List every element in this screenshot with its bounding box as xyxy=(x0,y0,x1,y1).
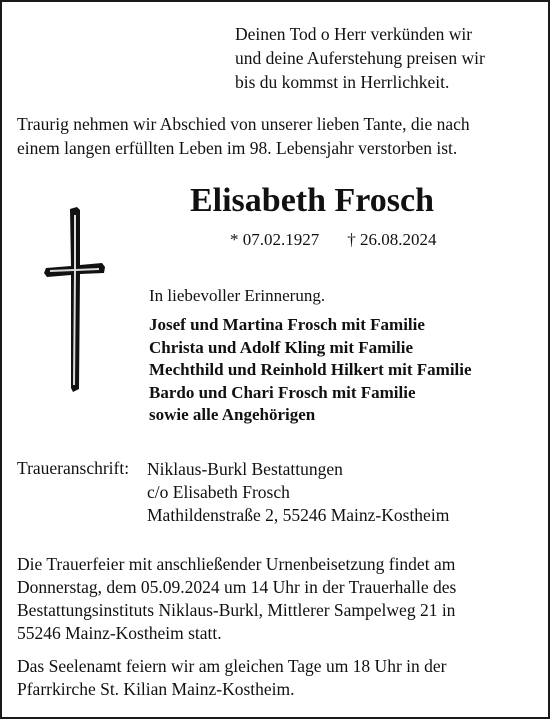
intro-line: Traurig nehmen wir Abschied von unserer lieben Tante, die nach xyxy=(17,114,470,134)
verse-line: und deine Auferstehung preisen wir xyxy=(235,48,485,68)
address-label: Traueranschrift: xyxy=(17,458,130,478)
address-line: Niklaus-Burkl Bestattungen xyxy=(147,459,343,479)
ceremony-line: Die Trauerfeier mit anschließender Urnenbeisetzung findet am xyxy=(17,554,456,574)
death-date: † 26.08.2024 xyxy=(347,230,437,249)
intro-text xyxy=(17,112,470,160)
ceremony-line: 55246 Mainz-Kostheim statt. xyxy=(17,623,222,643)
birth-date: * 07.02.1927 xyxy=(230,230,320,249)
mourner-line: Bardo und Chari Frosch mit Familie xyxy=(149,382,416,402)
remembrance-text: In liebevoller Erinnerung. xyxy=(149,286,326,305)
mass-line: Pfarrkirche St. Kilian Mainz-Kostheim. xyxy=(17,679,295,699)
mourner-line: Josef und Martina Frosch mit Familie xyxy=(149,315,425,334)
address-block xyxy=(147,458,449,527)
address-line: c/o Elisabeth Frosch xyxy=(147,482,290,502)
bible-verse xyxy=(235,22,485,94)
mourners-list xyxy=(149,314,472,427)
verse-line: bis du kommst in Herrlichkeit. xyxy=(235,72,450,92)
ceremony-line: Donnerstag, dem 05.09.2024 um 14 Uhr in der Trauerhalle des xyxy=(17,577,457,597)
mourner-line: Christa und Adolf Kling mit Familie xyxy=(149,337,413,357)
verse-line: Deinen Tod o Herr verkünden wir xyxy=(235,24,473,44)
mourner-line: Mechthild und Reinhold Hilkert mit Familie xyxy=(149,360,472,379)
ceremony-line: Bestattungsinstituts Niklaus-Burkl, Mittlerer Sampelweg 21 in xyxy=(17,600,456,620)
mass-line: Das Seelenamt feiern wir am gleichen Tage um 18 Uhr in der xyxy=(17,656,447,676)
requiem-mass-text xyxy=(17,655,447,701)
address-line: Mathildenstraße 2, 55246 Mainz-Kostheim xyxy=(147,505,450,525)
cross-icon xyxy=(44,207,106,392)
deceased-name: Elisabeth Frosch xyxy=(189,182,434,219)
mourner-line: sowie alle Angehörigen xyxy=(149,405,316,424)
intro-line: einem langen erfüllten Leben im 98. Lebensjahr verstorben ist. xyxy=(17,138,458,158)
life-dates xyxy=(230,230,437,250)
ceremony-text xyxy=(17,553,456,645)
